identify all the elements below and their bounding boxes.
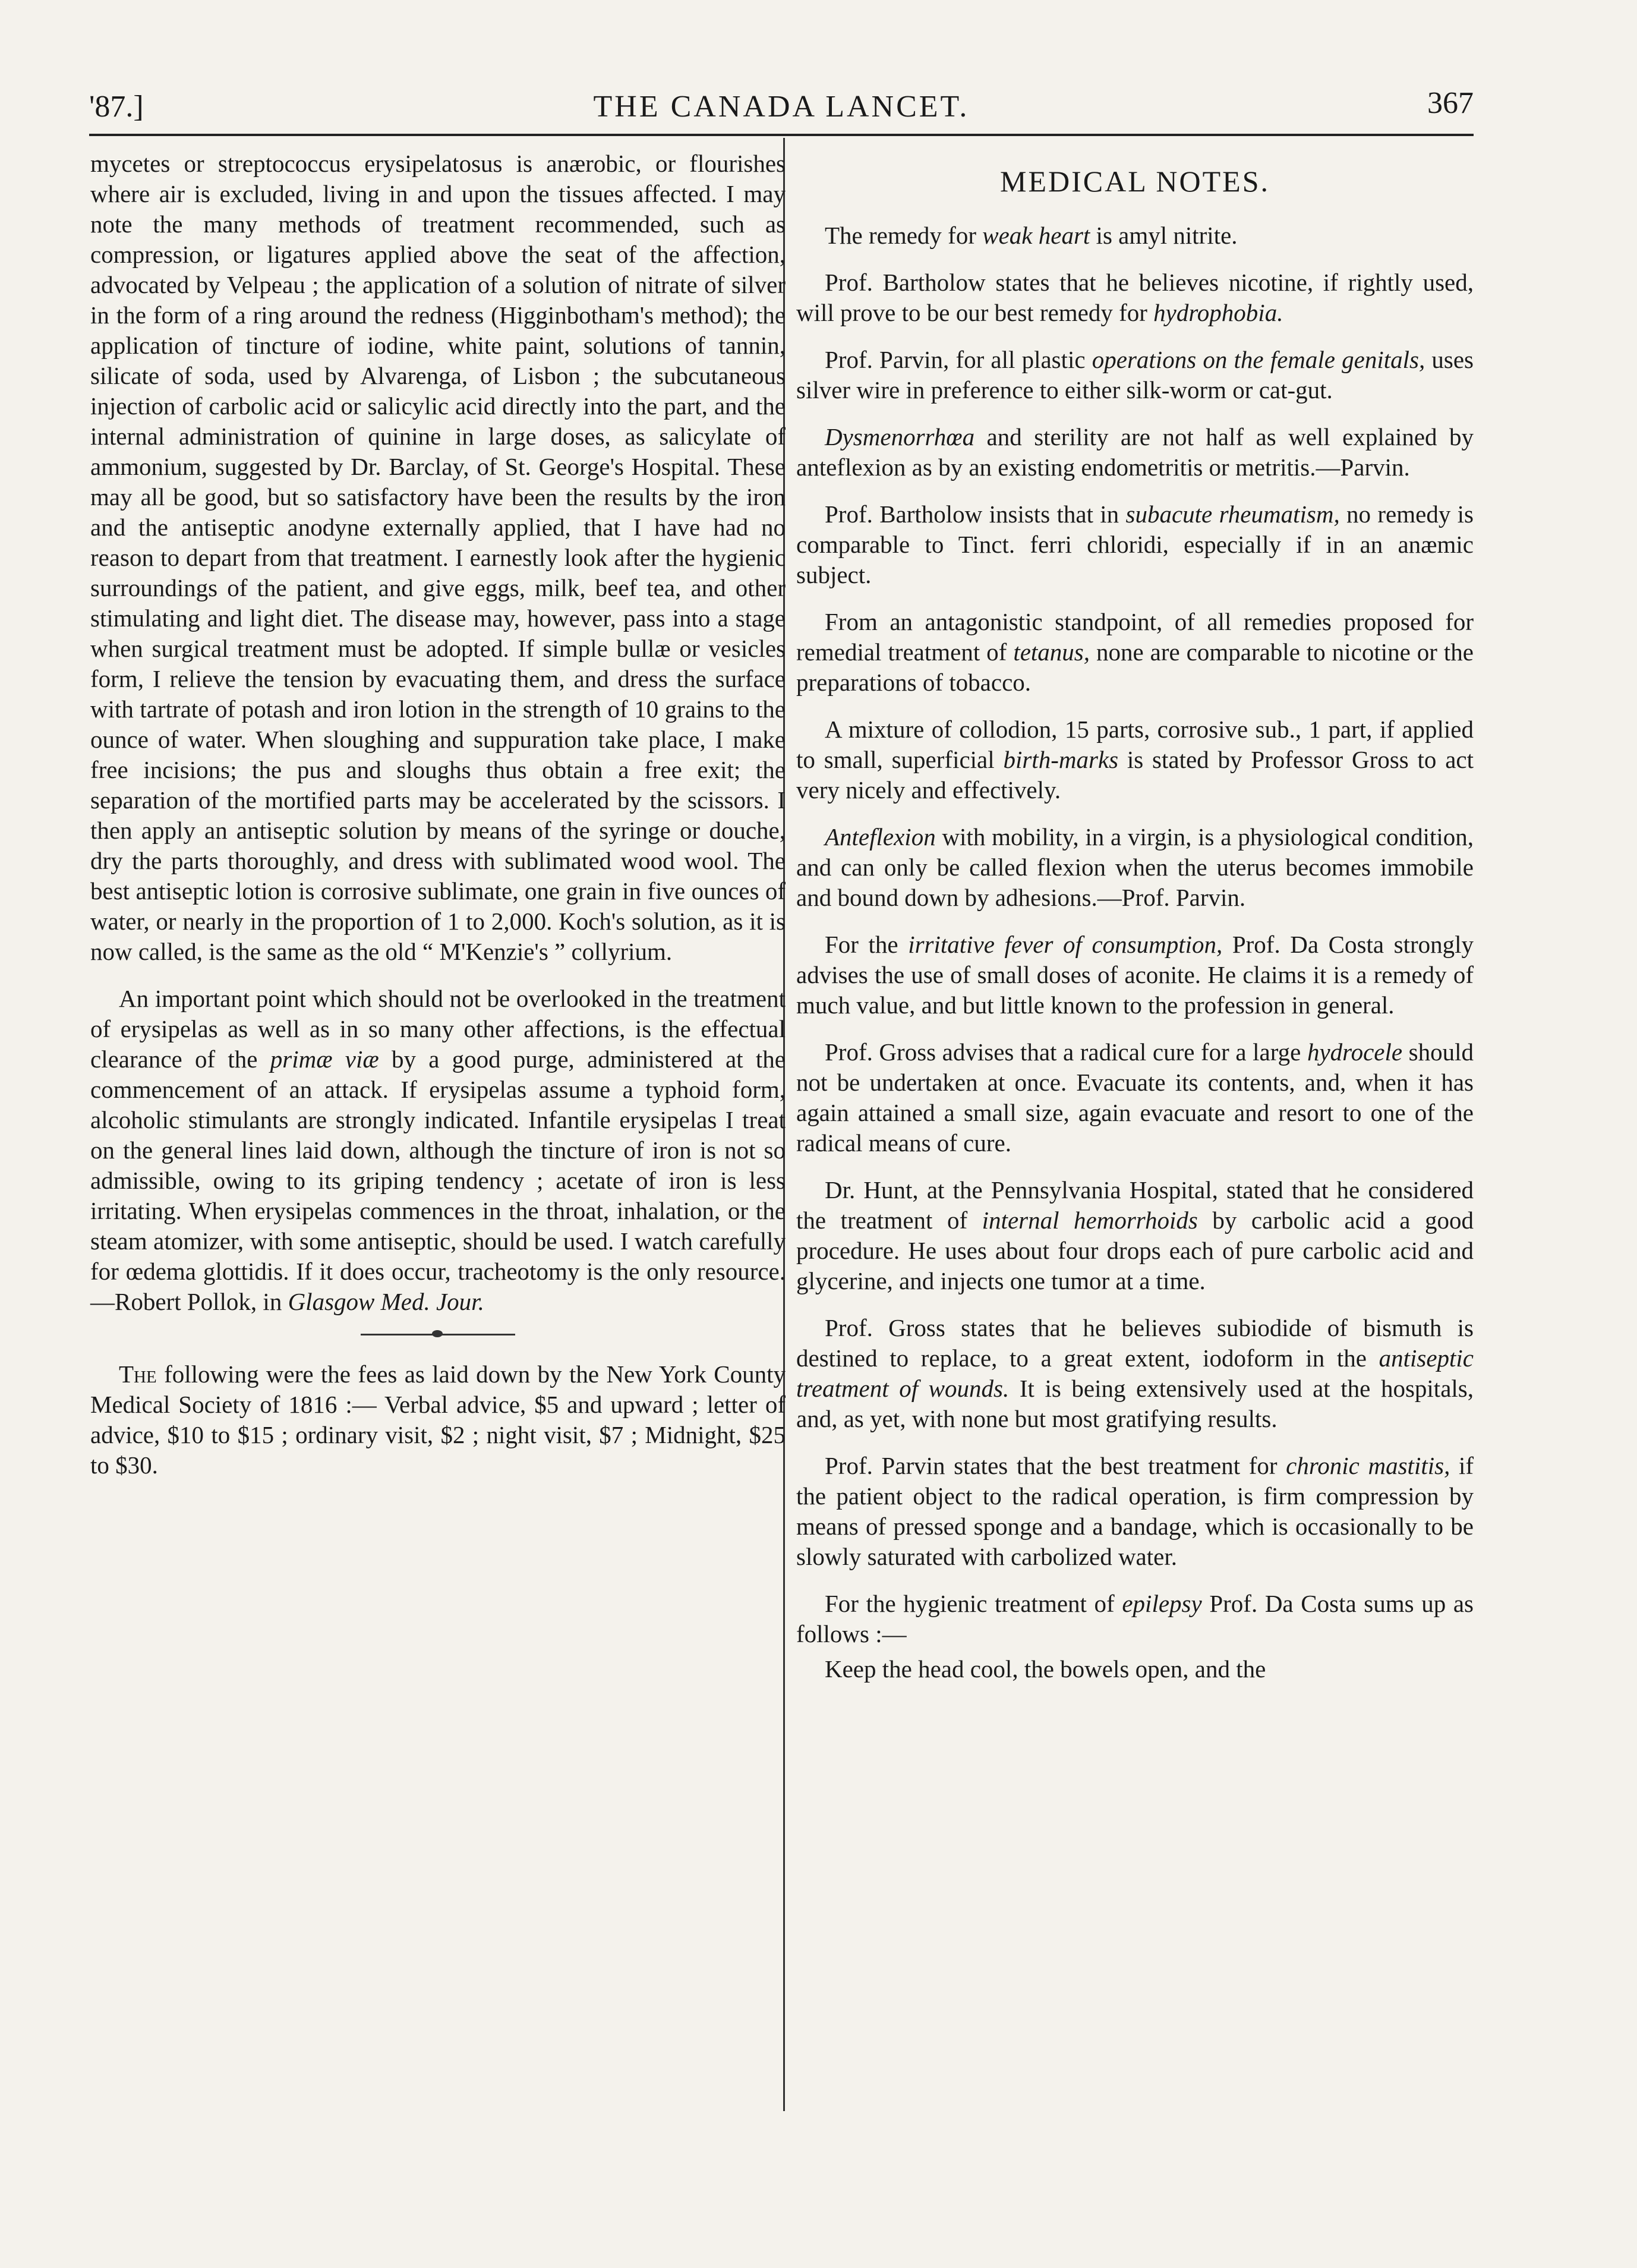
section-heading: MEDICAL NOTES. bbox=[999, 165, 1270, 198]
text-run: An important point which should not be overlooked in the treatment of erysipelas as well as in so many other affections, is the effectual clearance of the bbox=[90, 985, 786, 1073]
italic-term: primæ viæ bbox=[270, 1045, 379, 1073]
italic-term: epilepsy bbox=[1122, 1590, 1202, 1617]
text-run: by a good purge, administered at the commencement of an attack. If erysipelas assume a typhoid form, alcoholic stimulants are strongly indicated. Infantile erysipelas I treat on the general lines laid down, although the tincture of iron is not so admissible, owing to its griping tendency ; acetate of iron is less irritating. When erysipelas commences in the throat, inhalation, or the steam atomizer, with some antiseptic, should be used. I watch carefully for œdema glottidis. If it does occur, tracheotomy is the only resource.—Robert Pollok, in bbox=[90, 1045, 786, 1315]
text-run: Prof. Parvin states that the best treatment for bbox=[825, 1452, 1286, 1479]
italic-term: hydrocele bbox=[1307, 1038, 1403, 1066]
text-run: Prof. Parvin, for all plastic bbox=[825, 346, 1092, 373]
note bbox=[796, 345, 1474, 405]
text-run: is stated by Professor Gross to act very nicely and effectively. bbox=[796, 746, 1474, 804]
text-run: should not be undertaken at once. Evacuate its contents, and, when it has again attained a small size, again evacuate and resort to one of the radical means of cure. bbox=[796, 1038, 1474, 1157]
text-run: Dr. Hunt, at the Pennsylvania Hospital, stated that he considered the treatment of bbox=[796, 1176, 1474, 1234]
note bbox=[796, 607, 1474, 698]
separator-ornament bbox=[432, 1330, 443, 1337]
text-run: From an antagonistic standpoint, of all remedies proposed for remedial treatment of bbox=[796, 608, 1474, 666]
italic-term: weak heart bbox=[982, 222, 1090, 249]
paragraph bbox=[90, 984, 786, 1317]
note bbox=[796, 1175, 1474, 1296]
text-run: is amyl nitrite. bbox=[1090, 222, 1238, 249]
note bbox=[796, 499, 1474, 590]
text-run: Prof. Gross states that he believes subiodide of bismuth is destined to replace, to a great extent, iodoform in the bbox=[796, 1314, 1474, 1372]
note: Keep the head cool, the bowels open, and the bbox=[825, 1655, 1266, 1683]
italic-term: Dysmenorrhœa bbox=[825, 423, 975, 451]
text-run: none are comparable to nicotine or the preparations of tobacco. bbox=[796, 638, 1474, 696]
text-run: by carbolic acid a good procedure. He uses about four drops each of pure carbolic acid and glycerine, and injects one tumor at a time. bbox=[796, 1207, 1474, 1294]
text-run: Prof. Bartholow insists that in bbox=[825, 500, 1126, 528]
text-run: Prof. Bartholow states that he believes nicotine, if rightly used, will prove to be our best remedy for bbox=[796, 269, 1474, 326]
italic-term: irritative fever of consumption, bbox=[908, 931, 1223, 958]
header-year: '87.] bbox=[89, 90, 144, 124]
note bbox=[796, 220, 1474, 251]
running-header bbox=[89, 83, 1474, 137]
note bbox=[796, 822, 1474, 913]
note bbox=[796, 1589, 1474, 1649]
italic-term: internal hemorrhoids bbox=[982, 1207, 1198, 1234]
italic-term: antiseptic treatment of wounds. bbox=[796, 1344, 1474, 1402]
text-run: uses silver wire in preference to either silk-worm or cat-gut. bbox=[796, 346, 1474, 404]
paragraph: mycetes or streptococcus erysipelatosus is anærobic, or flourishes where air is excluded, living in and upon the tissues affected. I may note the many methods of treatment recommended, such as compression, or ligatures applied above the seat of the affection, advocated by Velpeau ; the application of a solution of nitrate of silver in the form of a ring around the redness (Higginbotham's method); the application of tincture of iodine, white paint, solutions of tannin, silicate of soda, used by Alvarenga, of Lisbon ; the subcutaneous injection of carbolic acid or salicylic acid directly into the part, and the internal administration of quinine in large doses, as salicylate of ammonium, suggested by Dr. Barclay, of St. George's Hospital. These may all be good, but so satisfactory have been the results by the iron and the antiseptic anodyne externally applied, that I have had no reason to depart from that treatment. I earnestly look after the hygienic surroundings of the patient, and give eggs, milk, beef tea, and other stimulating and light diet. The disease may, however, pass into a stage when surgical treatment must be adopted. If simple bullæ or vesicles form, I relieve the tension by evacuating them, and dress the surface with tartrate of potash and iron lotion in the strength of 10 grains to the ounce of water. When sloughing and suppuration take place, I make free incisions; the pus and sloughs thus obtain a free exit; the separation of the mortified parts may be accelerated by the scissors. I then apply an antiseptic solution by means of the syringe or douche, dry the parts thoroughly, and dress with sublimated wood wool. The best antiseptic lotion is corrosive sublimate, one grain in five ounces of water, or nearly in the proportion of 1 to 2,000. Koch's solution, as it is now called, is the same as the old “ M'Kenzie's ” collyrium. bbox=[90, 150, 786, 965]
note bbox=[796, 1313, 1474, 1434]
note bbox=[796, 930, 1474, 1020]
italic-term: hydrophobia. bbox=[1153, 299, 1283, 326]
text-run: Prof. Da Costa strongly advises the use of small doses of aconite. He claims it is a remedy of much value, and but little known to the profession in general. bbox=[796, 931, 1474, 1019]
page-number: 367 bbox=[1427, 86, 1474, 120]
text-run: Prof. Gross advises that a radical cure for a large bbox=[825, 1038, 1307, 1066]
text-run: Prof. Da Costa sums up as follows :— bbox=[796, 1590, 1474, 1648]
text-run: if the patient object to the radical operation, is firm compression by means of pressed sponge and a bandage, which is occasionally to be slowly saturated with carbolized water. bbox=[796, 1452, 1474, 1570]
text-run: The remedy for bbox=[825, 222, 983, 249]
italic-term: operations on the female genitals, bbox=[1092, 346, 1425, 373]
left-column bbox=[90, 149, 786, 1497]
italic-term: subacute rheumatism, bbox=[1125, 500, 1340, 528]
text-run: following were the fees as laid down by the New York County Medical Society of 1816 :— Verbal advice, $5 and upward ; letter of advice, $10 to $15 ; ordinary visit, $2 ; night visit, $7 ; Midnight, $25 to $30. bbox=[90, 1360, 786, 1479]
note bbox=[796, 1037, 1474, 1158]
text-run: A mixture of collodion, 15 parts, corrosive sub., 1 part, if applied to small, superficial bbox=[796, 716, 1474, 773]
italic-citation: Glasgow Med. Jour. bbox=[288, 1288, 484, 1315]
lead-word: The bbox=[119, 1360, 157, 1388]
fees-paragraph bbox=[90, 1359, 786, 1480]
right-column bbox=[796, 149, 1474, 1701]
text-run: For the hygienic treatment of bbox=[825, 1590, 1122, 1617]
journal-title: THE CANADA LANCET. bbox=[593, 90, 970, 124]
note bbox=[796, 267, 1474, 328]
text-run: It is being extensively used at the hospitals, and, as yet, with none but most gratifying results. bbox=[796, 1375, 1474, 1432]
text-run: no remedy is comparable to Tinct. ferri chloridi, especially if in an anæmic subject. bbox=[796, 500, 1474, 588]
note bbox=[796, 1451, 1474, 1572]
section-separator bbox=[361, 1334, 515, 1335]
italic-term: Anteflexion bbox=[825, 823, 936, 850]
italic-term: birth-marks bbox=[1003, 746, 1119, 773]
note bbox=[796, 714, 1474, 805]
text-run: with mobility, in a virgin, is a physiological condition, and can only be called flexion when the uterus becomes immobile and bound down by adhesions.—Prof. Parvin. bbox=[796, 823, 1474, 911]
note bbox=[796, 422, 1474, 483]
header-rule bbox=[89, 134, 1474, 136]
text-run: For the bbox=[825, 931, 909, 958]
italic-term: chronic mastitis, bbox=[1286, 1452, 1450, 1479]
italic-term: tetanus, bbox=[1013, 638, 1090, 666]
text-run: and sterility are not half as well explained by anteflexion as by an existing endometritis or metritis.—Parvin. bbox=[796, 423, 1474, 481]
